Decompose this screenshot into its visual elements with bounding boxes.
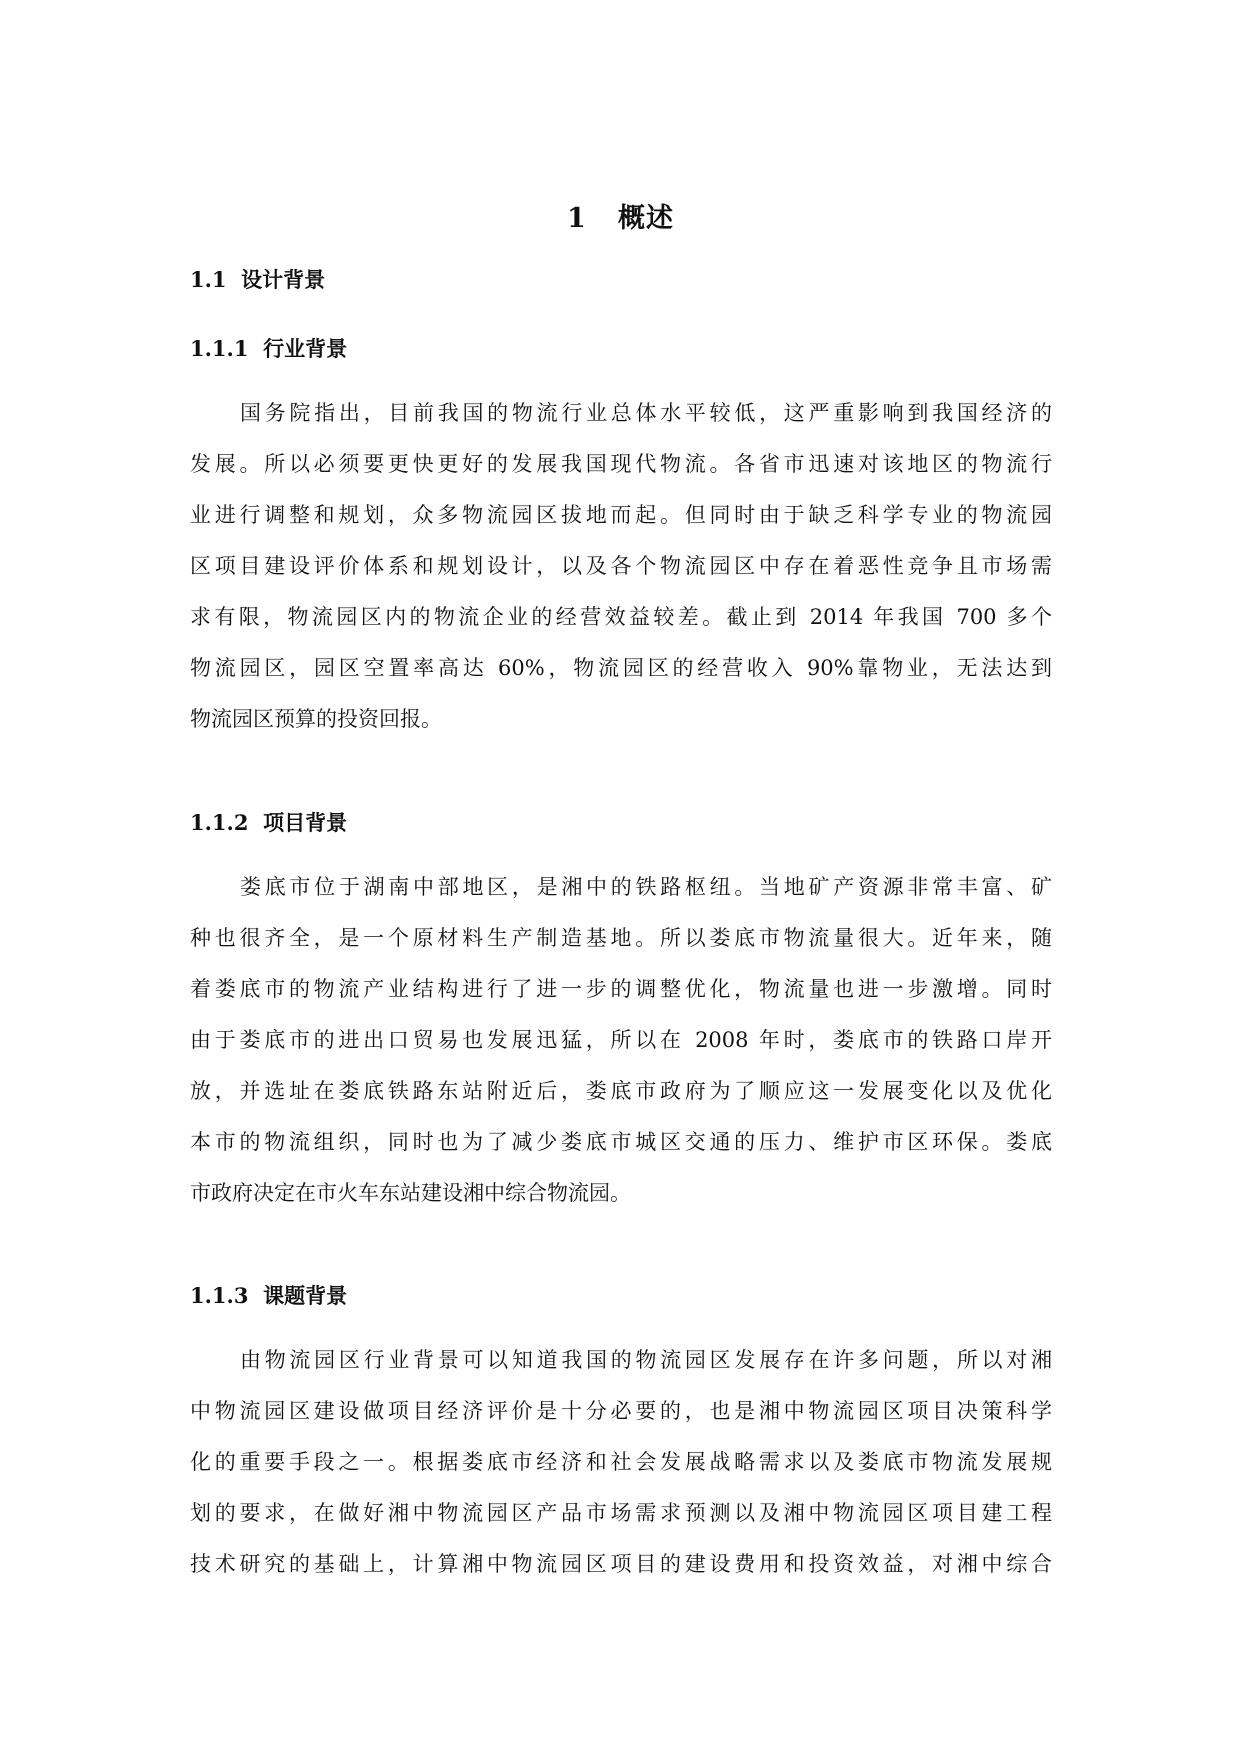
text-line: 娄底市位于湖南中部地区，是湘中的铁路枢纽。当地矿产资源非常丰富、矿 (240, 875, 1052, 899)
text-line: 发展。所以必须要更快更好的发展我国现代物流。各省市迅速对该地区的物流行 (190, 452, 1052, 476)
text-line: 物流园区，园区空置率高达 60%，物流园区的经营收入 90%靠物业，无法达到 (190, 656, 1052, 680)
section-heading-1-1: 1.1 设计背景 (190, 267, 326, 292)
text-line: 由于娄底市的进出口贸易也发展迅猛，所以在 2008 年时，娄底市的铁路口岸开 (190, 1028, 1052, 1052)
text-line: 本市的物流组织，同时也为了减少娄底市城区交通的压力、维护市区环保。娄底 (190, 1130, 1052, 1154)
text-line: 种也很齐全，是一个原材料生产制造基地。所以娄底市物流量很大。近年来，随 (190, 926, 1052, 950)
section-heading-1-1-3: 1.1.3 课题背景 (190, 1283, 348, 1308)
text-line: 划的要求，在做好湘中物流园区产品市场需求预测以及湘中物流园区项目建工程 (190, 1501, 1052, 1525)
text-line: 市政府决定在市火车东站建设湘中综合物流园。 (190, 1181, 631, 1205)
section-heading-1-1-1: 1.1.1 行业背景 (190, 336, 348, 361)
text-line: 物流园区预算的投资回报。 (190, 707, 442, 731)
text-line: 中物流园区建设做项目经济评价是十分必要的，也是湘中物流园区项目决策科学 (190, 1399, 1052, 1423)
text-line: 化的重要手段之一。根据娄底市经济和社会发展战略需求以及娄底市物流发展规 (190, 1450, 1052, 1474)
text-line: 国务院指出，目前我国的物流行业总体水平较低，这严重影响到我国经济的 (240, 401, 1052, 425)
text-line: 着娄底市的物流产业结构进行了进一步的调整优化，物流量也进一步激增。同时 (190, 977, 1052, 1001)
chapter-title: 1 概述 (567, 203, 674, 234)
text-line: 求有限，物流园区内的物流企业的经营效益较差。截止到 2014 年我国 700 多个 (190, 605, 1052, 629)
text-line: 放，并选址在娄底铁路东站附近后，娄底市政府为了顺应这一发展变化以及优化 (190, 1079, 1052, 1103)
paragraph-topic-background (190, 1335, 1052, 1590)
section-heading-1-1-2: 1.1.2 项目背景 (190, 810, 348, 835)
text-line: 区项目建设评价体系和规划设计，以及各个物流园区中存在着恶性竞争且市场需 (190, 554, 1052, 578)
text-line: 由物流园区行业背景可以知道我国的物流园区发展存在许多问题，所以对湘 (240, 1348, 1052, 1372)
paragraph-industry-background (190, 388, 1052, 745)
text-line: 业进行调整和规划，众多物流园区拔地而起。但同时由于缺乏科学专业的物流园 (190, 503, 1052, 527)
paragraph-project-background (190, 862, 1052, 1219)
text-line: 技术研究的基础上，计算湘中物流园区项目的建设费用和投资效益，对湘中综合 (190, 1552, 1052, 1576)
